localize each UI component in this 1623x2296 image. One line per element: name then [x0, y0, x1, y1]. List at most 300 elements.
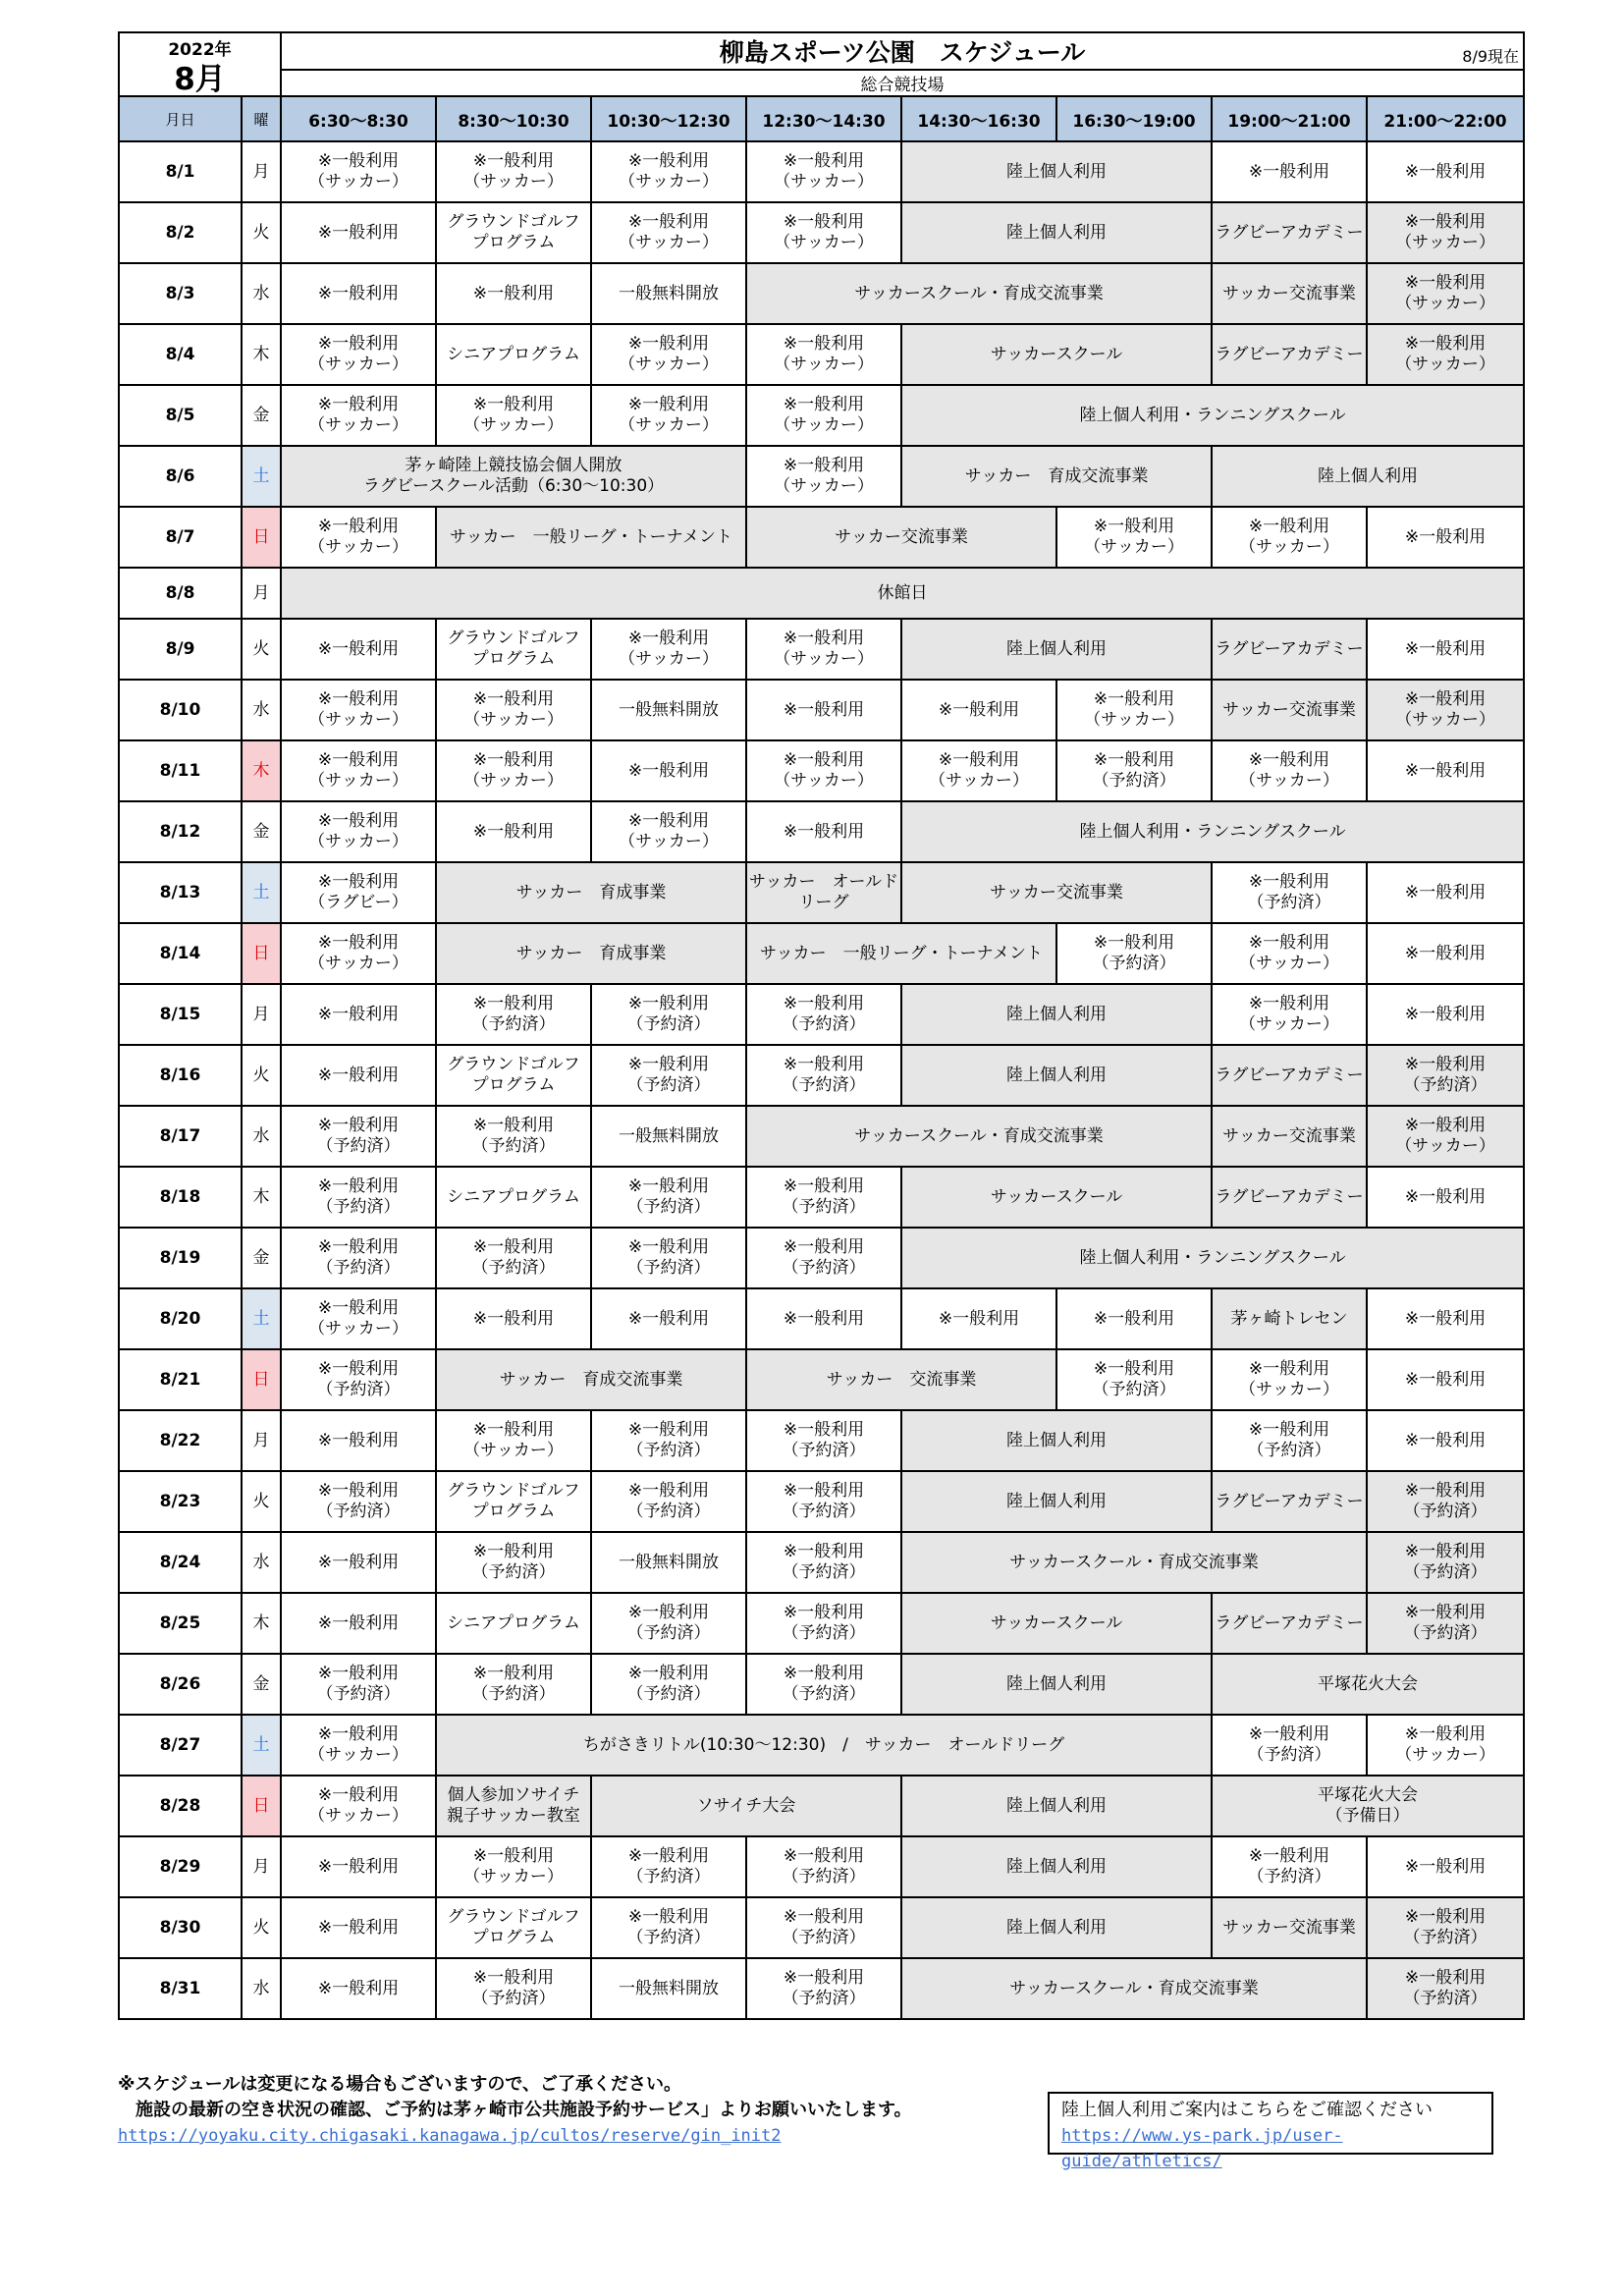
schedule-cell: 陸上個人利用 [901, 141, 1212, 202]
table-row [119, 1654, 1524, 1715]
schedule-cell: サッカー オールドリーグ [746, 862, 901, 923]
time-slot-header: 8:30～10:30 [436, 96, 591, 141]
schedule-cell: シニアプログラム [436, 1593, 591, 1654]
schedule-cell: ※一般利用 [901, 1288, 1056, 1349]
schedule-cell: ※一般利用 （予約済） [1367, 1471, 1524, 1532]
table-row [119, 1897, 1524, 1958]
schedule-cell: 茅ヶ崎トレセン [1212, 1288, 1367, 1349]
schedule-cell: ※一般利用 [281, 202, 436, 263]
schedule-cell: ※一般利用 （予約済） [746, 1045, 901, 1106]
schedule-cell: ※一般利用 （予約済） [746, 1897, 901, 1958]
schedule-cell: 陸上個人利用 [901, 619, 1212, 680]
weekday-cell: 火 [242, 1045, 281, 1106]
schedule-cell: 平塚花火大会 （予備日） [1212, 1776, 1524, 1836]
schedule-cell: ※一般利用 （サッカー） [281, 141, 436, 202]
weekday-cell: 土 [242, 1288, 281, 1349]
schedule-cell: ※一般利用 （サッカー） [436, 1410, 591, 1471]
schedule-cell: サッカー交流事業 [1212, 1106, 1367, 1167]
facility-name: 総合競技場 [281, 70, 1524, 96]
schedule-cell: ※一般利用 （サッカー） [1056, 507, 1212, 568]
time-slot-header: 21:00～22:00 [1367, 96, 1524, 141]
schedule-cell: ※一般利用 （予約済） [591, 1228, 746, 1288]
date-cell: 8/20 [119, 1288, 242, 1349]
schedule-cell: ※一般利用 （予約済） [436, 1654, 591, 1715]
schedule-cell: ※一般利用 （サッカー） [281, 1288, 436, 1349]
schedule-cell: ラグビーアカデミー [1212, 1593, 1367, 1654]
schedule-cell: 陸上個人利用 [901, 1471, 1212, 1532]
date-cell: 8/1 [119, 141, 242, 202]
schedule-cell: ※一般利用 （予約済） [1367, 1045, 1524, 1106]
schedule-cell: ※一般利用 （予約済） [746, 1958, 901, 2019]
schedule-cell: グラウンドゴルフ プログラム [436, 202, 591, 263]
year-label: 2022年 [168, 39, 232, 60]
weekday-cell: 月 [242, 1836, 281, 1897]
schedule-cell: サッカースクール・育成交流事業 [901, 1958, 1367, 2019]
schedule-cell: ※一般利用 [1367, 1167, 1524, 1228]
schedule-cell: サッカー 育成事業 [436, 923, 746, 984]
schedule-cell: サッカースクール・育成交流事業 [746, 263, 1212, 324]
weekday-cell: 水 [242, 1106, 281, 1167]
schedule-cell: ※一般利用 [746, 1288, 901, 1349]
schedule-cell: ※一般利用 （サッカー） [281, 507, 436, 568]
schedule-cell: ※一般利用 （予約済） [1367, 1897, 1524, 1958]
schedule-cell: ※一般利用 [1367, 619, 1524, 680]
weekday-cell: 金 [242, 1228, 281, 1288]
schedule-cell: グラウンドゴルフ プログラム [436, 619, 591, 680]
schedule-cell: ※一般利用 （サッカー） [1212, 507, 1367, 568]
schedule-cell: ※一般利用 （予約済） [1212, 1836, 1367, 1897]
date-cell: 8/23 [119, 1471, 242, 1532]
time-slot-header: 14:30～16:30 [901, 96, 1056, 141]
schedule-cell: ※一般利用 （予約済） [1367, 1532, 1524, 1593]
table-row [119, 202, 1524, 263]
schedule-cell: 休館日 [281, 568, 1524, 619]
date-cell: 8/25 [119, 1593, 242, 1654]
schedule-cell: ※一般利用 [1367, 1410, 1524, 1471]
year-month-cell [119, 32, 281, 96]
schedule-cell: ※一般利用 （サッカー） [1212, 984, 1367, 1045]
schedule-cell: ※一般利用 （予約済） [1367, 1593, 1524, 1654]
weekday-cell: 火 [242, 202, 281, 263]
date-cell: 8/9 [119, 619, 242, 680]
schedule-cell: ※一般利用 （サッカー） [281, 1776, 436, 1836]
schedule-cell: ※一般利用 （サッカー） [281, 801, 436, 862]
schedule-cell: ※一般利用 （予約済） [281, 1349, 436, 1410]
weekday-cell: 日 [242, 1776, 281, 1836]
date-cell: 8/6 [119, 446, 242, 507]
date-cell: 8/22 [119, 1410, 242, 1471]
date-cell: 8/12 [119, 801, 242, 862]
schedule-table [118, 31, 1525, 2020]
weekday-cell: 日 [242, 923, 281, 984]
weekday-cell: 日 [242, 507, 281, 568]
schedule-cell: サッカー 育成交流事業 [901, 446, 1212, 507]
schedule-cell: ※一般利用 （予約済） [591, 1897, 746, 1958]
schedule-cell: 陸上個人利用 [901, 1776, 1212, 1836]
schedule-cell: ※一般利用 [901, 680, 1056, 740]
date-cell: 8/3 [119, 263, 242, 324]
table-row [119, 568, 1524, 619]
schedule-cell: ※一般利用 （サッカー） [746, 619, 901, 680]
schedule-cell: ※一般利用 （サッカー） [281, 923, 436, 984]
schedule-cell: 陸上個人利用 [901, 1897, 1212, 1958]
schedule-cell: ちがさきリトル(10:30～12:30) / サッカー オールドリーグ [436, 1715, 1212, 1776]
schedule-cell: ※一般利用 [281, 1836, 436, 1897]
col-weekday-header: 曜 [242, 96, 281, 141]
schedule-cell: ※一般利用 （予約済） [436, 1532, 591, 1593]
schedule-cell: ※一般利用 （予約済） [281, 1228, 436, 1288]
table-row [119, 801, 1524, 862]
schedule-cell: ラグビーアカデミー [1212, 202, 1367, 263]
table-row [119, 1958, 1524, 2019]
schedule-cell: ※一般利用 [1367, 141, 1524, 202]
schedule-cell: ※一般利用 （予約済） [591, 1167, 746, 1228]
date-cell: 8/26 [119, 1654, 242, 1715]
schedule-cell: ※一般利用 （サッカー） [591, 324, 746, 385]
schedule-cell: ※一般利用 （サッカー） [1367, 263, 1524, 324]
schedule-cell: ※一般利用 （サッカー） [746, 740, 901, 801]
schedule-cell: ※一般利用 [1367, 1836, 1524, 1897]
schedule-cell: ※一般利用 （サッカー） [901, 740, 1056, 801]
time-slot-header: 6:30～8:30 [281, 96, 436, 141]
schedule-cell: ※一般利用 （サッカー） [1367, 324, 1524, 385]
schedule-cell: ※一般利用 （予約済） [746, 1654, 901, 1715]
schedule-cell: ソサイチ大会 [591, 1776, 901, 1836]
schedule-cell: ※一般利用 （予約済） [746, 1836, 901, 1897]
schedule-cell: 陸上個人利用 [1212, 446, 1524, 507]
schedule-cell: ※一般利用 （サッカー） [281, 324, 436, 385]
schedule-cell: ※一般利用 （サッカー） [591, 385, 746, 446]
schedule-cell: ※一般利用 [1212, 141, 1367, 202]
schedule-cell: ※一般利用 （予約済） [436, 984, 591, 1045]
schedule-cell: ※一般利用 （予約済） [746, 984, 901, 1045]
schedule-cell: サッカー交流事業 [1212, 263, 1367, 324]
schedule-cell: 陸上個人利用 [901, 1410, 1212, 1471]
schedule-cell: ※一般利用 [281, 1593, 436, 1654]
table-row [119, 1776, 1524, 1836]
notes-line-2: 施設の最新の空き状況の確認、ご予約は茅ヶ崎市公共施設予約サービス」よりお願いいたします。 [118, 2100, 912, 2120]
date-cell: 8/17 [119, 1106, 242, 1167]
schedule-cell: ※一般利用 （予約済） [1056, 923, 1212, 984]
schedule-cell: ※一般利用 （サッカー） [1212, 923, 1367, 984]
schedule-cell: ※一般利用 （予約済） [1056, 1349, 1212, 1410]
weekday-cell: 水 [242, 263, 281, 324]
schedule-cell: 陸上個人利用 [901, 1045, 1212, 1106]
schedule-cell: ラグビーアカデミー [1212, 1167, 1367, 1228]
weekday-cell: 月 [242, 1410, 281, 1471]
time-slot-header: 16:30～19:00 [1056, 96, 1212, 141]
athletics-info-link[interactable]: https://www.ys-park.jp/user-guide/athletics/ [1061, 2126, 1343, 2171]
date-cell: 8/16 [119, 1045, 242, 1106]
weekday-cell: 木 [242, 740, 281, 801]
schedule-cell: ※一般利用 （サッカー） [1212, 1349, 1367, 1410]
schedule-cell: ※一般利用 （サッカー） [591, 801, 746, 862]
notes-line-1: ※スケジュールは変更になる場合もございますので、ご了承ください。 [118, 2074, 682, 2095]
table-row [119, 923, 1524, 984]
table-row [119, 1410, 1524, 1471]
table-row [119, 1167, 1524, 1228]
date-cell: 8/5 [119, 385, 242, 446]
schedule-cell: ※一般利用 （予約済） [1212, 862, 1367, 923]
schedule-cell: 平塚花火大会 [1212, 1654, 1524, 1715]
schedule-cell: ※一般利用 [281, 263, 436, 324]
schedule-cell: サッカー交流事業 [1212, 680, 1367, 740]
schedule-cell: ※一般利用 （サッカー） [1367, 1715, 1524, 1776]
table-row [119, 1836, 1524, 1897]
schedule-cell: ※一般利用 （予約済） [436, 1228, 591, 1288]
schedule-cell: ※一般利用 [1367, 862, 1524, 923]
table-row [119, 141, 1524, 202]
schedule-cell: ※一般利用 （予約済） [591, 1045, 746, 1106]
weekday-cell: 金 [242, 1654, 281, 1715]
schedule-cell: ※一般利用 [1367, 923, 1524, 984]
schedule-cell: 一般無料開放 [591, 263, 746, 324]
schedule-cell: ※一般利用 （予約済） [591, 1836, 746, 1897]
schedule-cell: ※一般利用 （サッカー） [281, 385, 436, 446]
athletics-info-text: 陸上個人利用ご案内はこちらをご確認ください [1061, 2100, 1433, 2120]
column-header-row [119, 96, 1524, 141]
schedule-cell: サッカースクール [901, 1593, 1212, 1654]
schedule-cell: 陸上個人利用・ランニングスクール [901, 385, 1524, 446]
schedule-cell: ※一般利用 [746, 680, 901, 740]
table-row [119, 1349, 1524, 1410]
schedule-cell: ※一般利用 （予約済） [746, 1593, 901, 1654]
schedule-cell: ※一般利用 （予約済） [591, 1654, 746, 1715]
schedule-cell: サッカー交流事業 [746, 507, 1056, 568]
date-cell: 8/14 [119, 923, 242, 984]
date-cell: 8/31 [119, 1958, 242, 2019]
schedule-cell: ※一般利用 （予約済） [281, 1106, 436, 1167]
weekday-cell: 土 [242, 446, 281, 507]
date-cell: 8/15 [119, 984, 242, 1045]
table-row [119, 740, 1524, 801]
schedule-cell: 一般無料開放 [591, 680, 746, 740]
reservation-link[interactable]: https://yoyaku.city.chigasaki.kanagawa.jp/cultos/reserve/gin_init2 [118, 2126, 782, 2146]
weekday-cell: 火 [242, 1897, 281, 1958]
table-row [119, 619, 1524, 680]
weekday-cell: 木 [242, 1167, 281, 1228]
schedule-cell: ※一般利用 [281, 1532, 436, 1593]
schedule-cell: サッカー交流事業 [901, 862, 1212, 923]
date-cell: 8/10 [119, 680, 242, 740]
schedule-cell: グラウンドゴルフ プログラム [436, 1045, 591, 1106]
schedule-cell: ※一般利用 [281, 1897, 436, 1958]
schedule-cell: ※一般利用 （サッカー） [1367, 1106, 1524, 1167]
schedule-cell: ※一般利用 （サッカー） [1056, 680, 1212, 740]
table-row [119, 680, 1524, 740]
schedule-cell: ※一般利用 （サッカー） [281, 680, 436, 740]
schedule-cell: ※一般利用 [1367, 507, 1524, 568]
date-cell: 8/21 [119, 1349, 242, 1410]
schedule-cell: ※一般利用 [281, 1045, 436, 1106]
schedule-cell: 陸上個人利用 [901, 1654, 1212, 1715]
table-row [119, 263, 1524, 324]
schedule-cell: ※一般利用 [281, 619, 436, 680]
schedule-cell: ※一般利用 （予約済） [746, 1532, 901, 1593]
schedule-cell: ※一般利用 （予約済） [1212, 1410, 1367, 1471]
schedule-cell: ※一般利用 （予約済） [281, 1167, 436, 1228]
schedule-cell: サッカースクール・育成交流事業 [901, 1532, 1367, 1593]
schedule-cell: ※一般利用 [281, 984, 436, 1045]
schedule-cell: ※一般利用 （サッカー） [746, 385, 901, 446]
schedule-cell: ※一般利用 [1367, 984, 1524, 1045]
schedule-cell: ※一般利用 （予約済） [591, 1471, 746, 1532]
schedule-cell: サッカースクール・育成交流事業 [746, 1106, 1212, 1167]
schedule-cell: サッカー 交流事業 [746, 1349, 1056, 1410]
schedule-cell: ※一般利用 （予約済） [436, 1958, 591, 2019]
weekday-cell: 火 [242, 619, 281, 680]
time-slot-header: 19:00～21:00 [1212, 96, 1367, 141]
date-cell: 8/18 [119, 1167, 242, 1228]
table-row [119, 446, 1524, 507]
table-row [119, 1288, 1524, 1349]
schedule-cell: ラグビーアカデミー [1212, 1045, 1367, 1106]
schedule-cell: ※一般利用 （予約済） [1212, 1715, 1367, 1776]
table-row [119, 1532, 1524, 1593]
table-row [119, 507, 1524, 568]
schedule-cell: サッカー交流事業 [1212, 1897, 1367, 1958]
schedule-cell: ※一般利用 （サッカー） [281, 1715, 436, 1776]
schedule-cell: ※一般利用 （サッカー） [746, 446, 901, 507]
schedule-cell: 個人参加ソサイチ 親子サッカー教室 [436, 1776, 591, 1836]
weekday-cell: 月 [242, 568, 281, 619]
athletics-info-box [1048, 2092, 1493, 2171]
schedule-cell: ※一般利用 （サッカー） [746, 324, 901, 385]
schedule-cell: ※一般利用 （予約済） [746, 1471, 901, 1532]
table-row [119, 984, 1524, 1045]
schedule-cell: ※一般利用 [436, 801, 591, 862]
table-row [119, 1471, 1524, 1532]
title-text: 柳島スポーツ公園 スケジュール [719, 38, 1086, 67]
schedule-cell: ※一般利用 [436, 1288, 591, 1349]
schedule-cell: ※一般利用 [1367, 1288, 1524, 1349]
date-cell: 8/27 [119, 1715, 242, 1776]
weekday-cell: 木 [242, 1593, 281, 1654]
time-slot-header: 10:30～12:30 [591, 96, 746, 141]
schedule-cell: サッカー 一般リーグ・トーナメント [436, 507, 746, 568]
schedule-cell: ※一般利用 （予約済） [591, 1410, 746, 1471]
weekday-cell: 月 [242, 984, 281, 1045]
schedule-cell: ※一般利用 （サッカー） [436, 680, 591, 740]
date-cell: 8/11 [119, 740, 242, 801]
schedule-cell: ※一般利用 [281, 1410, 436, 1471]
schedule-cell: ※一般利用 [436, 263, 591, 324]
table-row [119, 1106, 1524, 1167]
schedule-cell: ※一般利用 （サッカー） [436, 1836, 591, 1897]
schedule-cell: シニアプログラム [436, 1167, 591, 1228]
schedule-cell: ※一般利用 （サッカー） [591, 141, 746, 202]
table-row [119, 862, 1524, 923]
date-cell: 8/7 [119, 507, 242, 568]
weekday-cell: 金 [242, 801, 281, 862]
weekday-cell: 木 [242, 324, 281, 385]
weekday-cell: 水 [242, 680, 281, 740]
schedule-cell: ※一般利用 [1367, 740, 1524, 801]
weekday-cell: 水 [242, 1958, 281, 2019]
schedule-cell: ※一般利用 （サッカー） [1367, 680, 1524, 740]
schedule-cell: グラウンドゴルフ プログラム [436, 1471, 591, 1532]
table-row [119, 385, 1524, 446]
date-cell: 8/24 [119, 1532, 242, 1593]
date-cell: 8/8 [119, 568, 242, 619]
schedule-cell: 茅ヶ崎陸上競技協会個人開放 ラグビースクール活動（6:30～10:30） [281, 446, 746, 507]
schedule-cell: 陸上個人利用・ランニングスクール [901, 1228, 1524, 1288]
schedule-cell: ※一般利用 （予約済） [1367, 1958, 1524, 2019]
schedule-cell: ※一般利用 （サッカー） [746, 141, 901, 202]
schedule-cell: グラウンドゴルフ プログラム [436, 1897, 591, 1958]
schedule-cell: ※一般利用 （サッカー） [436, 740, 591, 801]
schedule-cell: ※一般利用 [746, 801, 901, 862]
table-row [119, 1593, 1524, 1654]
schedule-cell: 一般無料開放 [591, 1958, 746, 2019]
date-cell: 8/13 [119, 862, 242, 923]
schedule-cell: ※一般利用 （予約済） [591, 1593, 746, 1654]
schedule-cell: 陸上個人利用 [901, 202, 1212, 263]
schedule-cell: ※一般利用 （ラグビー） [281, 862, 436, 923]
date-cell: 8/19 [119, 1228, 242, 1288]
schedule-cell: ※一般利用 （サッカー） [436, 385, 591, 446]
schedule-cell: ※一般利用 （サッカー） [591, 619, 746, 680]
table-row [119, 1715, 1524, 1776]
schedule-cell: サッカースクール [901, 324, 1212, 385]
weekday-cell: 日 [242, 1349, 281, 1410]
weekday-cell: 土 [242, 1715, 281, 1776]
schedule-cell: ※一般利用 （サッカー） [436, 141, 591, 202]
notes [118, 2072, 912, 2149]
table-row [119, 324, 1524, 385]
schedule-cell: ※一般利用 [591, 1288, 746, 1349]
schedule-cell: ラグビーアカデミー [1212, 619, 1367, 680]
schedule-cell: 一般無料開放 [591, 1106, 746, 1167]
schedule-cell: ※一般利用 [591, 740, 746, 801]
weekday-cell: 火 [242, 1471, 281, 1532]
date-cell: 8/2 [119, 202, 242, 263]
schedule-cell: サッカー 育成事業 [436, 862, 746, 923]
schedule-cell: ※一般利用 （予約済） [436, 1106, 591, 1167]
table-row [119, 1045, 1524, 1106]
weekday-cell: 水 [242, 1532, 281, 1593]
schedule-cell: 陸上個人利用 [901, 1836, 1212, 1897]
schedule-cell: ※一般利用 [281, 1958, 436, 2019]
month-label: 8月 [174, 61, 226, 96]
schedule-cell: ※一般利用 （予約済） [746, 1167, 901, 1228]
schedule-cell: 一般無料開放 [591, 1532, 746, 1593]
schedule-cell: ※一般利用 （予約済） [591, 984, 746, 1045]
schedule-cell: サッカー 一般リーグ・トーナメント [746, 923, 1056, 984]
page-title [281, 32, 1524, 70]
weekday-cell: 土 [242, 862, 281, 923]
schedule-cell: サッカースクール [901, 1167, 1212, 1228]
schedule-cell: 陸上個人利用・ランニングスクール [901, 801, 1524, 862]
date-cell: 8/4 [119, 324, 242, 385]
date-cell: 8/28 [119, 1776, 242, 1836]
schedule-cell: シニアプログラム [436, 324, 591, 385]
schedule-cell: ※一般利用 （サッカー） [746, 202, 901, 263]
schedule-cell: ※一般利用 （予約済） [746, 1410, 901, 1471]
date-cell: 8/29 [119, 1836, 242, 1897]
schedule-cell: ラグビーアカデミー [1212, 1471, 1367, 1532]
table-row [119, 1228, 1524, 1288]
schedule-cell: ※一般利用 （サッカー） [281, 740, 436, 801]
schedule-cell: ※一般利用 （サッカー） [1212, 740, 1367, 801]
schedule-cell: ※一般利用 （予約済） [281, 1654, 436, 1715]
schedule-cell: ※一般利用 [1367, 1349, 1524, 1410]
schedule-cell: ラグビーアカデミー [1212, 324, 1367, 385]
weekday-cell: 月 [242, 141, 281, 202]
schedule-cell: ※一般利用 （予約済） [746, 1228, 901, 1288]
schedule-cell: ※一般利用 （サッカー） [591, 202, 746, 263]
schedule-cell: ※一般利用 （予約済） [1056, 740, 1212, 801]
